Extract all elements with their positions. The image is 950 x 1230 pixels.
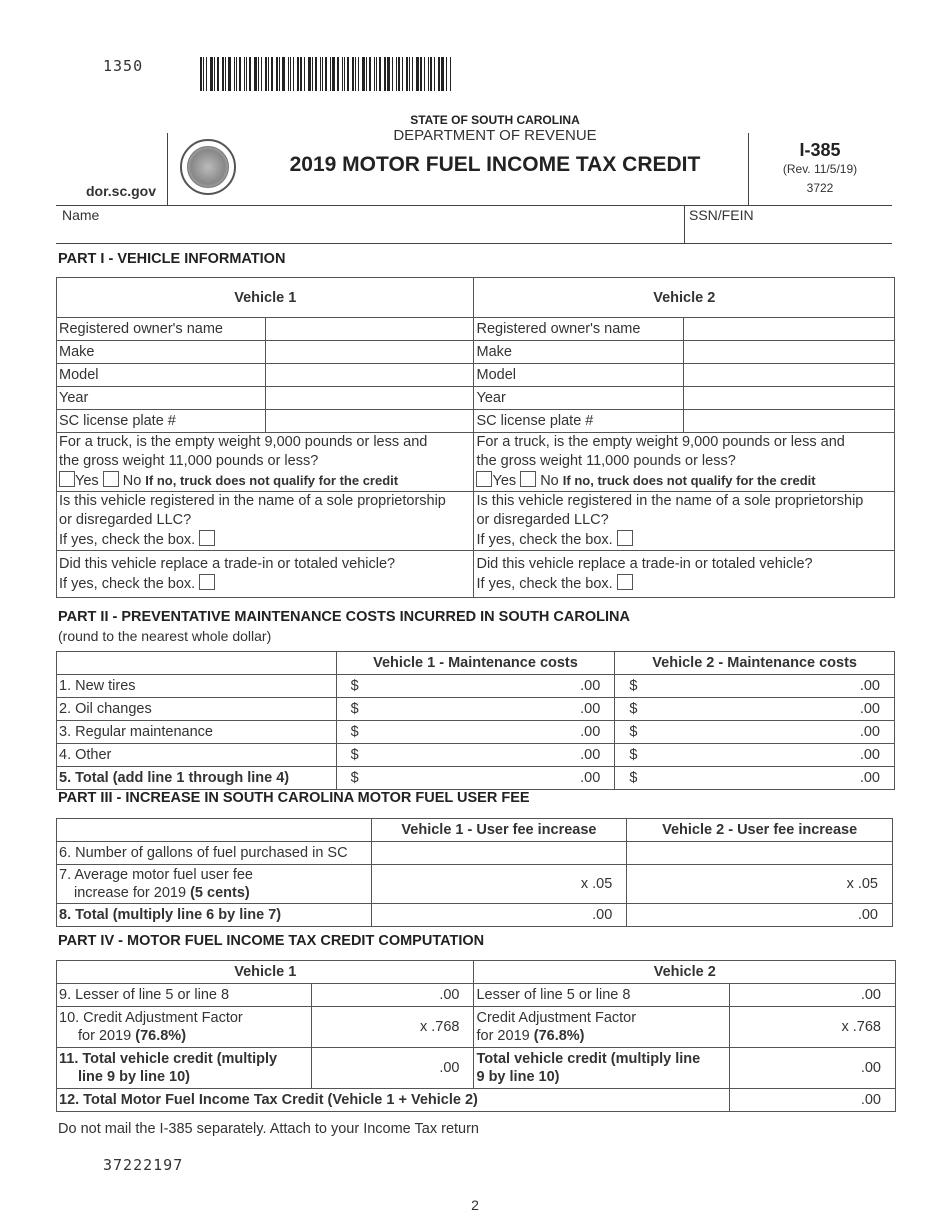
v2-total-input[interactable]: $ .00 <box>615 767 895 790</box>
name-label: Name <box>62 207 100 223</box>
v1-truck-no-checkbox[interactable] <box>103 471 119 487</box>
total-credit-label: 12. Total Motor Fuel Income Tax Credit (Vehicle 1 + Vehicle 2) <box>57 1089 730 1112</box>
check-box-label: If yes, check the box. <box>59 575 196 592</box>
v2-owner-input[interactable] <box>684 318 895 341</box>
v1-make-input[interactable] <box>265 341 474 364</box>
row10-v2-label-line2: for 2019 <box>476 1028 534 1044</box>
form-number: I-385 <box>799 140 841 160</box>
v2-factor-value: x .768 <box>730 1007 896 1048</box>
v1-oil-input[interactable]: $ .00 <box>336 698 615 721</box>
v1-gallons-input[interactable] <box>371 842 627 865</box>
v1-plate-input[interactable] <box>265 410 474 433</box>
user-fee-table <box>56 818 893 927</box>
v2-tradein-checkbox[interactable] <box>617 574 633 590</box>
v2-oil-input[interactable]: $ .00 <box>615 698 895 721</box>
llc-question-line2: or disregarded LLC? <box>59 512 192 528</box>
maintenance-table <box>56 651 895 790</box>
page-number: 2 <box>471 1197 479 1213</box>
v1-regular-input[interactable]: $ .00 <box>336 721 615 744</box>
maint-col1-header: Vehicle 1 - Maintenance costs <box>336 652 615 675</box>
no-label: No <box>122 473 142 489</box>
v1-credit-input[interactable]: .00 <box>311 1048 474 1089</box>
barcode <box>200 57 470 91</box>
row10-v2-percent: (76.8%) <box>533 1028 585 1044</box>
v1-other-input[interactable]: $ .00 <box>336 744 615 767</box>
v2-plate-input[interactable] <box>684 410 895 433</box>
part2-subtitle: (round to the nearest whole dollar) <box>58 628 272 644</box>
no-label: No <box>540 473 559 489</box>
v2-fee-total-input[interactable]: .00 <box>627 904 893 927</box>
v2-model-input[interactable] <box>684 364 895 387</box>
part4-vehicle2-header: Vehicle 2 <box>474 961 896 984</box>
footer-note: Do not mail the I-385 separately. Attach to your Income Tax return <box>58 1121 479 1137</box>
ssn-input[interactable] <box>689 222 889 242</box>
row10-v1-label-line1: 10. Credit Adjustment Factor <box>59 1010 243 1026</box>
row10-v2-label-line1: Credit Adjustment Factor <box>476 1010 637 1026</box>
llc-question-line1: Is this vehicle registered in the name of a sole proprietorship <box>476 493 864 509</box>
maint-row-label: 1. New tires <box>57 675 337 698</box>
row9-v1-label: 9. Lesser of line 5 or line 8 <box>57 984 312 1007</box>
row9-v2-label: Lesser of line 5 or line 8 <box>474 984 730 1007</box>
v1-model-input[interactable] <box>265 364 474 387</box>
truck-question-line1: For a truck, is the empty weight 9,000 pounds or less and <box>59 434 428 450</box>
row11-v2-label-line1: Total vehicle credit (multiply line <box>476 1051 701 1067</box>
form-id: 3722 <box>806 181 834 195</box>
form-title: 2019 MOTOR FUEL INCOME TAX CREDIT <box>289 153 701 176</box>
check-box-label: If yes, check the box. <box>59 532 196 548</box>
footer-code: 37222197 <box>103 1156 184 1174</box>
v2-regular-input[interactable]: $ .00 <box>615 721 895 744</box>
v2-make-input[interactable] <box>684 341 895 364</box>
row10-v1-label-line2: for 2019 <box>78 1028 136 1044</box>
truck-question-line2: the gross weight 11,000 pounds or less? <box>59 453 319 469</box>
field-label: Model <box>474 364 684 387</box>
part4-title: PART IV - MOTOR FUEL INCOME TAX CREDIT COMPUTATION <box>58 933 485 949</box>
v2-gallons-input[interactable] <box>627 842 893 865</box>
v2-truck-yes-checkbox[interactable] <box>476 471 492 487</box>
truck-note: If no, truck does not qualify for the credit <box>562 473 816 488</box>
v2-other-input[interactable]: $ .00 <box>615 744 895 767</box>
avg-fee-cents: (5 cents) <box>190 885 250 901</box>
field-label: SC license plate # <box>57 410 266 433</box>
v1-year-input[interactable] <box>265 387 474 410</box>
credit-computation-table <box>56 960 896 1112</box>
revision: (Rev. 11/5/19) <box>782 162 858 176</box>
tradein-question: Did this vehicle replace a trade-in or totaled vehicle? <box>59 555 396 572</box>
v2-llc-checkbox[interactable] <box>617 530 633 546</box>
state-seal-icon <box>180 139 236 195</box>
v2-lesser-input[interactable]: .00 <box>730 984 896 1007</box>
field-label: Model <box>57 364 266 387</box>
llc-question-line2: or disregarded LLC? <box>476 512 609 528</box>
fee-total-label: 8. Total (multiply line 6 by line 7) <box>57 904 372 927</box>
form-code: 1350 <box>103 57 144 75</box>
field-label: Registered owner's name <box>474 318 684 341</box>
truck-note: If no, truck does not qualify for the credit <box>145 473 399 488</box>
row11-v2-label-line2: 9 by line 10) <box>476 1069 560 1085</box>
field-label: SC license plate # <box>474 410 684 433</box>
field-label: Year <box>57 387 266 410</box>
vehicle-info-table <box>56 277 895 598</box>
maint-col2-header: Vehicle 2 - Maintenance costs <box>615 652 895 675</box>
row11-v1-label-line1: 11. Total vehicle credit (multiply <box>59 1051 278 1067</box>
gallons-label: 6. Number of gallons of fuel purchased in SC <box>57 842 372 865</box>
state-name: STATE OF SOUTH CAROLINA <box>410 113 580 127</box>
v1-owner-input[interactable] <box>265 318 474 341</box>
v2-credit-input[interactable]: .00 <box>730 1048 896 1089</box>
v1-truck-yes-checkbox[interactable] <box>59 471 75 487</box>
field-label: Registered owner's name <box>57 318 266 341</box>
maint-total-label: 5. Total (add line 1 through line 4) <box>57 767 337 790</box>
field-label: Make <box>474 341 684 364</box>
ssn-label: SSN/FEIN <box>689 207 754 223</box>
v2-fee-value: x .05 <box>627 865 893 904</box>
field-label: Make <box>57 341 266 364</box>
avg-fee-label-line2: increase for 2019 <box>74 885 191 901</box>
row10-v1-percent: (76.8%) <box>135 1028 187 1044</box>
part3-title: PART III - INCREASE IN SOUTH CAROLINA MOTOR FUEL USER FEE <box>58 790 530 806</box>
total-credit-input[interactable]: .00 <box>730 1089 896 1112</box>
part1-title: PART I - VEHICLE INFORMATION <box>58 251 286 267</box>
v1-fee-total-input[interactable]: .00 <box>371 904 627 927</box>
yes-label: Yes <box>492 473 517 489</box>
yes-label: Yes <box>75 473 99 489</box>
v2-tires-input[interactable]: $ .00 <box>615 675 895 698</box>
fee-col2-header: Vehicle 2 - User fee increase <box>627 819 893 842</box>
v1-llc-checkbox[interactable] <box>199 530 215 546</box>
v1-fee-value: x .05 <box>371 865 627 904</box>
maint-row-label: 2. Oil changes <box>57 698 337 721</box>
v1-tradein-checkbox[interactable] <box>199 574 215 590</box>
maint-row-label: 3. Regular maintenance <box>57 721 337 744</box>
avg-fee-label-line1: 7. Average motor fuel user fee <box>59 867 253 883</box>
website[interactable]: dor.sc.gov <box>86 183 157 199</box>
llc-question-line1: Is this vehicle registered in the name of a sole proprietorship <box>59 493 446 509</box>
truck-question-line1: For a truck, is the empty weight 9,000 pounds or less and <box>476 434 845 450</box>
fee-col1-header: Vehicle 1 - User fee increase <box>371 819 627 842</box>
maint-row-label: 4. Other <box>57 744 337 767</box>
v1-tires-input[interactable]: $ .00 <box>336 675 615 698</box>
part2-title: PART II - PREVENTATIVE MAINTENANCE COSTS INCURRED IN SOUTH CAROLINA <box>58 609 630 625</box>
v2-truck-no-checkbox[interactable] <box>520 471 536 487</box>
name-input[interactable] <box>62 222 680 242</box>
vehicle2-header: Vehicle 2 <box>474 278 895 318</box>
truck-question-line2: the gross weight 11,000 pounds or less? <box>476 453 736 469</box>
department-name: DEPARTMENT OF REVENUE <box>393 127 597 144</box>
vehicle1-header: Vehicle 1 <box>57 278 474 318</box>
tradein-question: Did this vehicle replace a trade-in or totaled vehicle? <box>476 555 813 572</box>
part4-vehicle1-header: Vehicle 1 <box>57 961 474 984</box>
v2-year-input[interactable] <box>684 387 895 410</box>
check-box-label: If yes, check the box. <box>476 532 613 548</box>
v1-factor-value: x .768 <box>311 1007 474 1048</box>
v1-lesser-input[interactable]: .00 <box>311 984 474 1007</box>
check-box-label: If yes, check the box. <box>476 575 613 592</box>
v1-total-input[interactable]: $ .00 <box>336 767 615 790</box>
row11-v1-label-line2: line 9 by line 10) <box>78 1069 191 1085</box>
field-label: Year <box>474 387 684 410</box>
